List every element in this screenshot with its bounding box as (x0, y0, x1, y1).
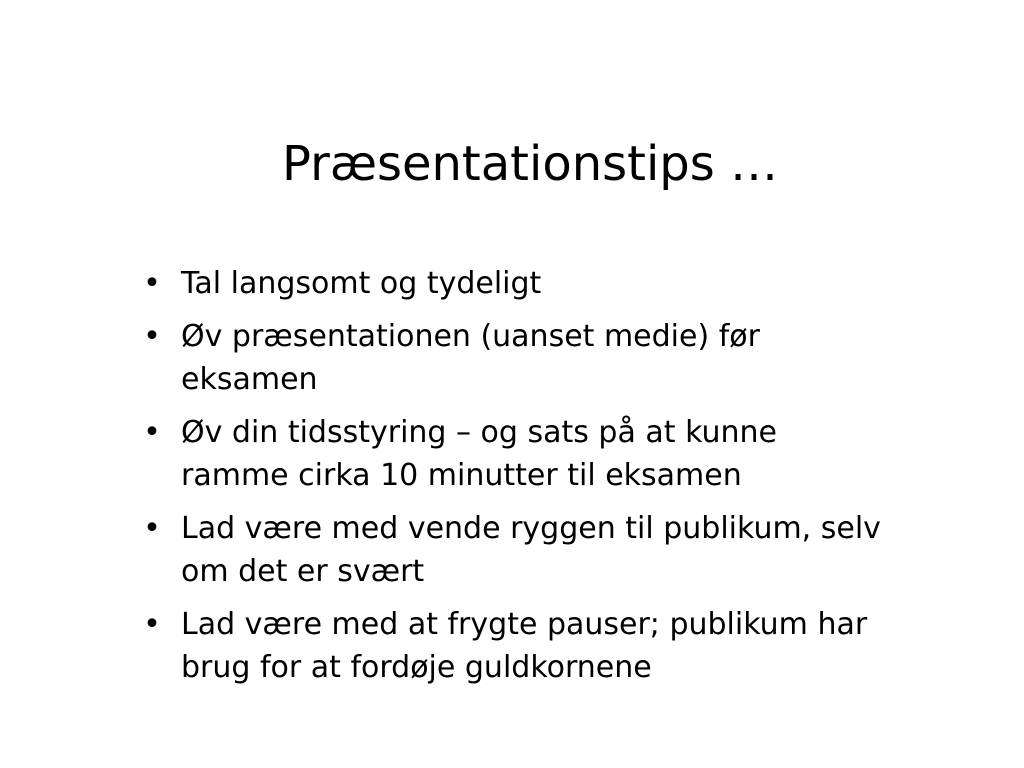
bullet-item (142, 507, 882, 593)
bullet-item (142, 315, 882, 401)
bullet-icon: • (143, 511, 161, 546)
bullet-item (142, 411, 882, 497)
bullet-icon: • (143, 607, 161, 642)
bullet-item (142, 603, 882, 689)
bullet-icon: • (143, 319, 161, 354)
bullet-text: Øv præsentationen (uanset medie) før eksamen (181, 319, 760, 397)
bullet-icon: • (143, 266, 161, 301)
bullet-list (142, 262, 882, 699)
slide-title: Præsentationstips … (282, 136, 779, 192)
bullet-text: Tal langsomt og tydeligt (181, 266, 542, 301)
bullet-text: Øv din tidsstyring – og sats på at kunne ramme cirka 10 minutter til eksamen (181, 415, 778, 493)
bullet-icon: • (143, 415, 161, 450)
bullet-text: Lad være med vende ryggen til publikum, selv om det er svært (181, 511, 881, 589)
bullet-text: Lad være med at frygte pauser; publikum har brug for at fordøje guldkornene (181, 607, 868, 685)
bullet-item (142, 262, 882, 305)
